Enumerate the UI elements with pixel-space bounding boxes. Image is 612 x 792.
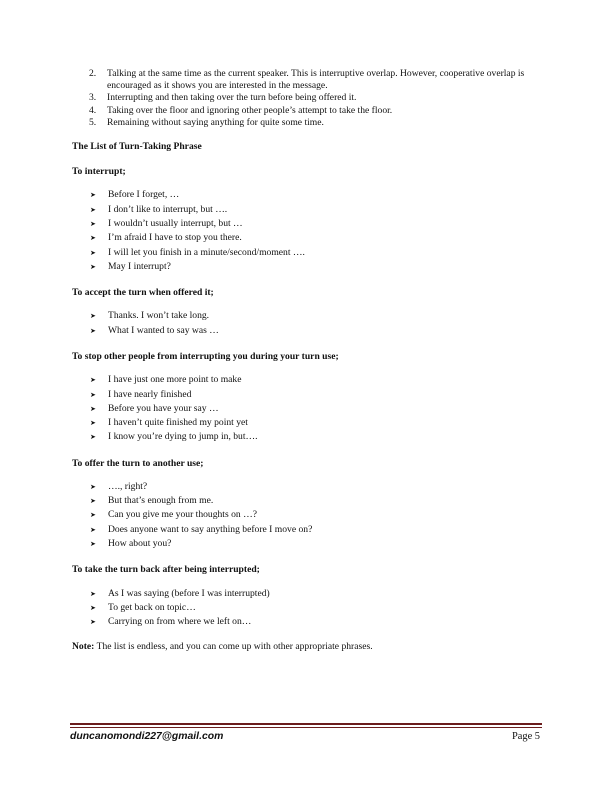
phrase-text: I haven’t quite finished my point yet: [108, 417, 248, 429]
arrowhead-bullet-icon: ➤: [90, 191, 96, 200]
phrase-text: I have nearly finished: [108, 388, 192, 400]
phrase-text: As I was saying (before I was interrupted): [108, 587, 270, 599]
list-item: [72, 217, 542, 231]
arrowhead-bullet-icon: ➤: [90, 433, 96, 442]
section-heading-stop-interruption: To stop other people from interrupting you during your turn use;: [72, 351, 339, 362]
phrase-list-offer-turn: [72, 480, 542, 551]
phrase-text: Can you give me your thoughts on …?: [108, 509, 257, 521]
phrase-list-interrupt: [72, 188, 542, 274]
arrowhead-bullet-icon: ➤: [90, 326, 96, 335]
list-item: [72, 430, 542, 444]
arrowhead-bullet-icon: ➤: [90, 618, 96, 627]
phrase-text: Before I forget, …: [108, 189, 180, 201]
list-item: [72, 203, 542, 217]
phrase-text: Thanks. I won’t take long.: [108, 310, 210, 322]
note-paragraph: [72, 641, 542, 653]
arrowhead-bullet-icon: ➤: [90, 234, 96, 243]
item-number: 4.: [89, 104, 97, 116]
arrowhead-bullet-icon: ➤: [90, 589, 96, 598]
arrowhead-bullet-icon: ➤: [90, 205, 96, 214]
section-heading-take-turn-back: To take the turn back after being interrupted;: [72, 564, 260, 576]
arrowhead-bullet-icon: ➤: [90, 497, 96, 506]
arrowhead-bullet-icon: ➤: [90, 312, 96, 321]
list-item: [72, 260, 542, 274]
list-item: [72, 324, 542, 338]
list-item: [72, 601, 542, 615]
phrase-text: …., right?: [108, 480, 148, 492]
section-heading-offer-turn: To offer the turn to another use;: [72, 457, 204, 469]
list-item: [72, 373, 542, 387]
phrase-list-accept-turn: [72, 309, 542, 338]
list-item: [72, 480, 542, 494]
footer-email: duncanomondi227@gmail.com: [70, 731, 224, 742]
arrowhead-bullet-icon: ➤: [90, 511, 96, 520]
list-item: [72, 537, 542, 551]
phrase-text: May I interrupt?: [108, 260, 171, 272]
list-item: [72, 68, 542, 92]
numbered-list: [72, 68, 542, 129]
page-content: [72, 68, 542, 663]
phrase-text: I have just one more point to make: [108, 374, 242, 386]
phrase-text: To get back on topic…: [108, 601, 196, 613]
list-item: [72, 494, 542, 508]
arrowhead-bullet-icon: ➤: [90, 540, 96, 549]
list-item: [72, 117, 542, 129]
list-item: [72, 188, 542, 202]
phrase-text: I wouldn’t usually interrupt, but …: [108, 218, 243, 230]
arrowhead-bullet-icon: ➤: [90, 482, 96, 491]
section-heading-interrupt: To interrupt;: [72, 166, 126, 178]
phrase-text: Before you have your say …: [108, 402, 219, 414]
item-number: 2.: [89, 68, 97, 79]
item-text: Taking over the floor and ignoring other people’s attempt to take the floor.: [107, 104, 393, 116]
footer-rule-thin: [70, 727, 542, 728]
arrowhead-bullet-icon: ➤: [90, 262, 96, 271]
item-number: 5.: [89, 116, 97, 128]
section-title: The List of Turn-Taking Phrase: [72, 141, 202, 153]
phrase-text: How about you?: [108, 538, 172, 550]
section-heading-accept-turn: To accept the turn when offered it;: [72, 287, 214, 299]
phrase-text: Carrying on from where we left on…: [108, 616, 252, 628]
list-item: [72, 508, 542, 522]
arrowhead-bullet-icon: ➤: [90, 220, 96, 229]
list-item: [72, 92, 542, 104]
phrase-text: Does anyone want to say anything before I move on?: [108, 523, 313, 535]
arrowhead-bullet-icon: ➤: [90, 248, 96, 257]
footer-rule-thick: [70, 723, 542, 725]
list-item: [72, 246, 542, 260]
arrowhead-bullet-icon: ➤: [90, 419, 96, 428]
item-text: Interrupting and then taking over the turn before being offered it.: [107, 92, 357, 104]
list-item: [72, 105, 542, 117]
arrowhead-bullet-icon: ➤: [90, 603, 96, 612]
phrase-text: I’m afraid I have to stop you there.: [108, 232, 242, 244]
arrowhead-bullet-icon: ➤: [90, 525, 96, 534]
arrowhead-bullet-icon: ➤: [90, 376, 96, 385]
arrowhead-bullet-icon: ➤: [90, 390, 96, 399]
item-text: Talking at the same time as the current speaker. This is interruptive overlap. However, cooperative overlap is encouraged as it shows you are interested in the message.: [107, 68, 525, 92]
item-number: 3.: [89, 92, 97, 104]
list-item: [72, 231, 542, 245]
list-item: [72, 615, 542, 629]
phrase-text: I know you’re dying to jump in, but….: [108, 431, 258, 443]
item-text: Remaining without saying anything for quite some time.: [107, 116, 324, 128]
phrase-list-stop-interruption: [72, 373, 542, 444]
list-item: [72, 416, 542, 430]
phrase-list-take-turn-back: [72, 587, 542, 630]
note-text: The list is endless, and you can come up with other appropriate phrases.: [94, 641, 373, 653]
list-item: [72, 309, 542, 323]
phrase-text: I will let you finish in a minute/second/moment ….: [108, 246, 305, 258]
list-item: [72, 402, 542, 416]
note-label: Note:: [72, 641, 95, 653]
list-item: [72, 523, 542, 537]
list-item: [72, 388, 542, 402]
arrowhead-bullet-icon: ➤: [90, 404, 96, 413]
phrase-text: I don’t like to interrupt, but ….: [108, 203, 228, 215]
phrase-text: What I wanted to say was …: [108, 324, 219, 336]
phrase-text: But that’s enough from me.: [108, 495, 214, 507]
page-number: Page 5: [512, 731, 540, 742]
list-item: [72, 587, 542, 601]
